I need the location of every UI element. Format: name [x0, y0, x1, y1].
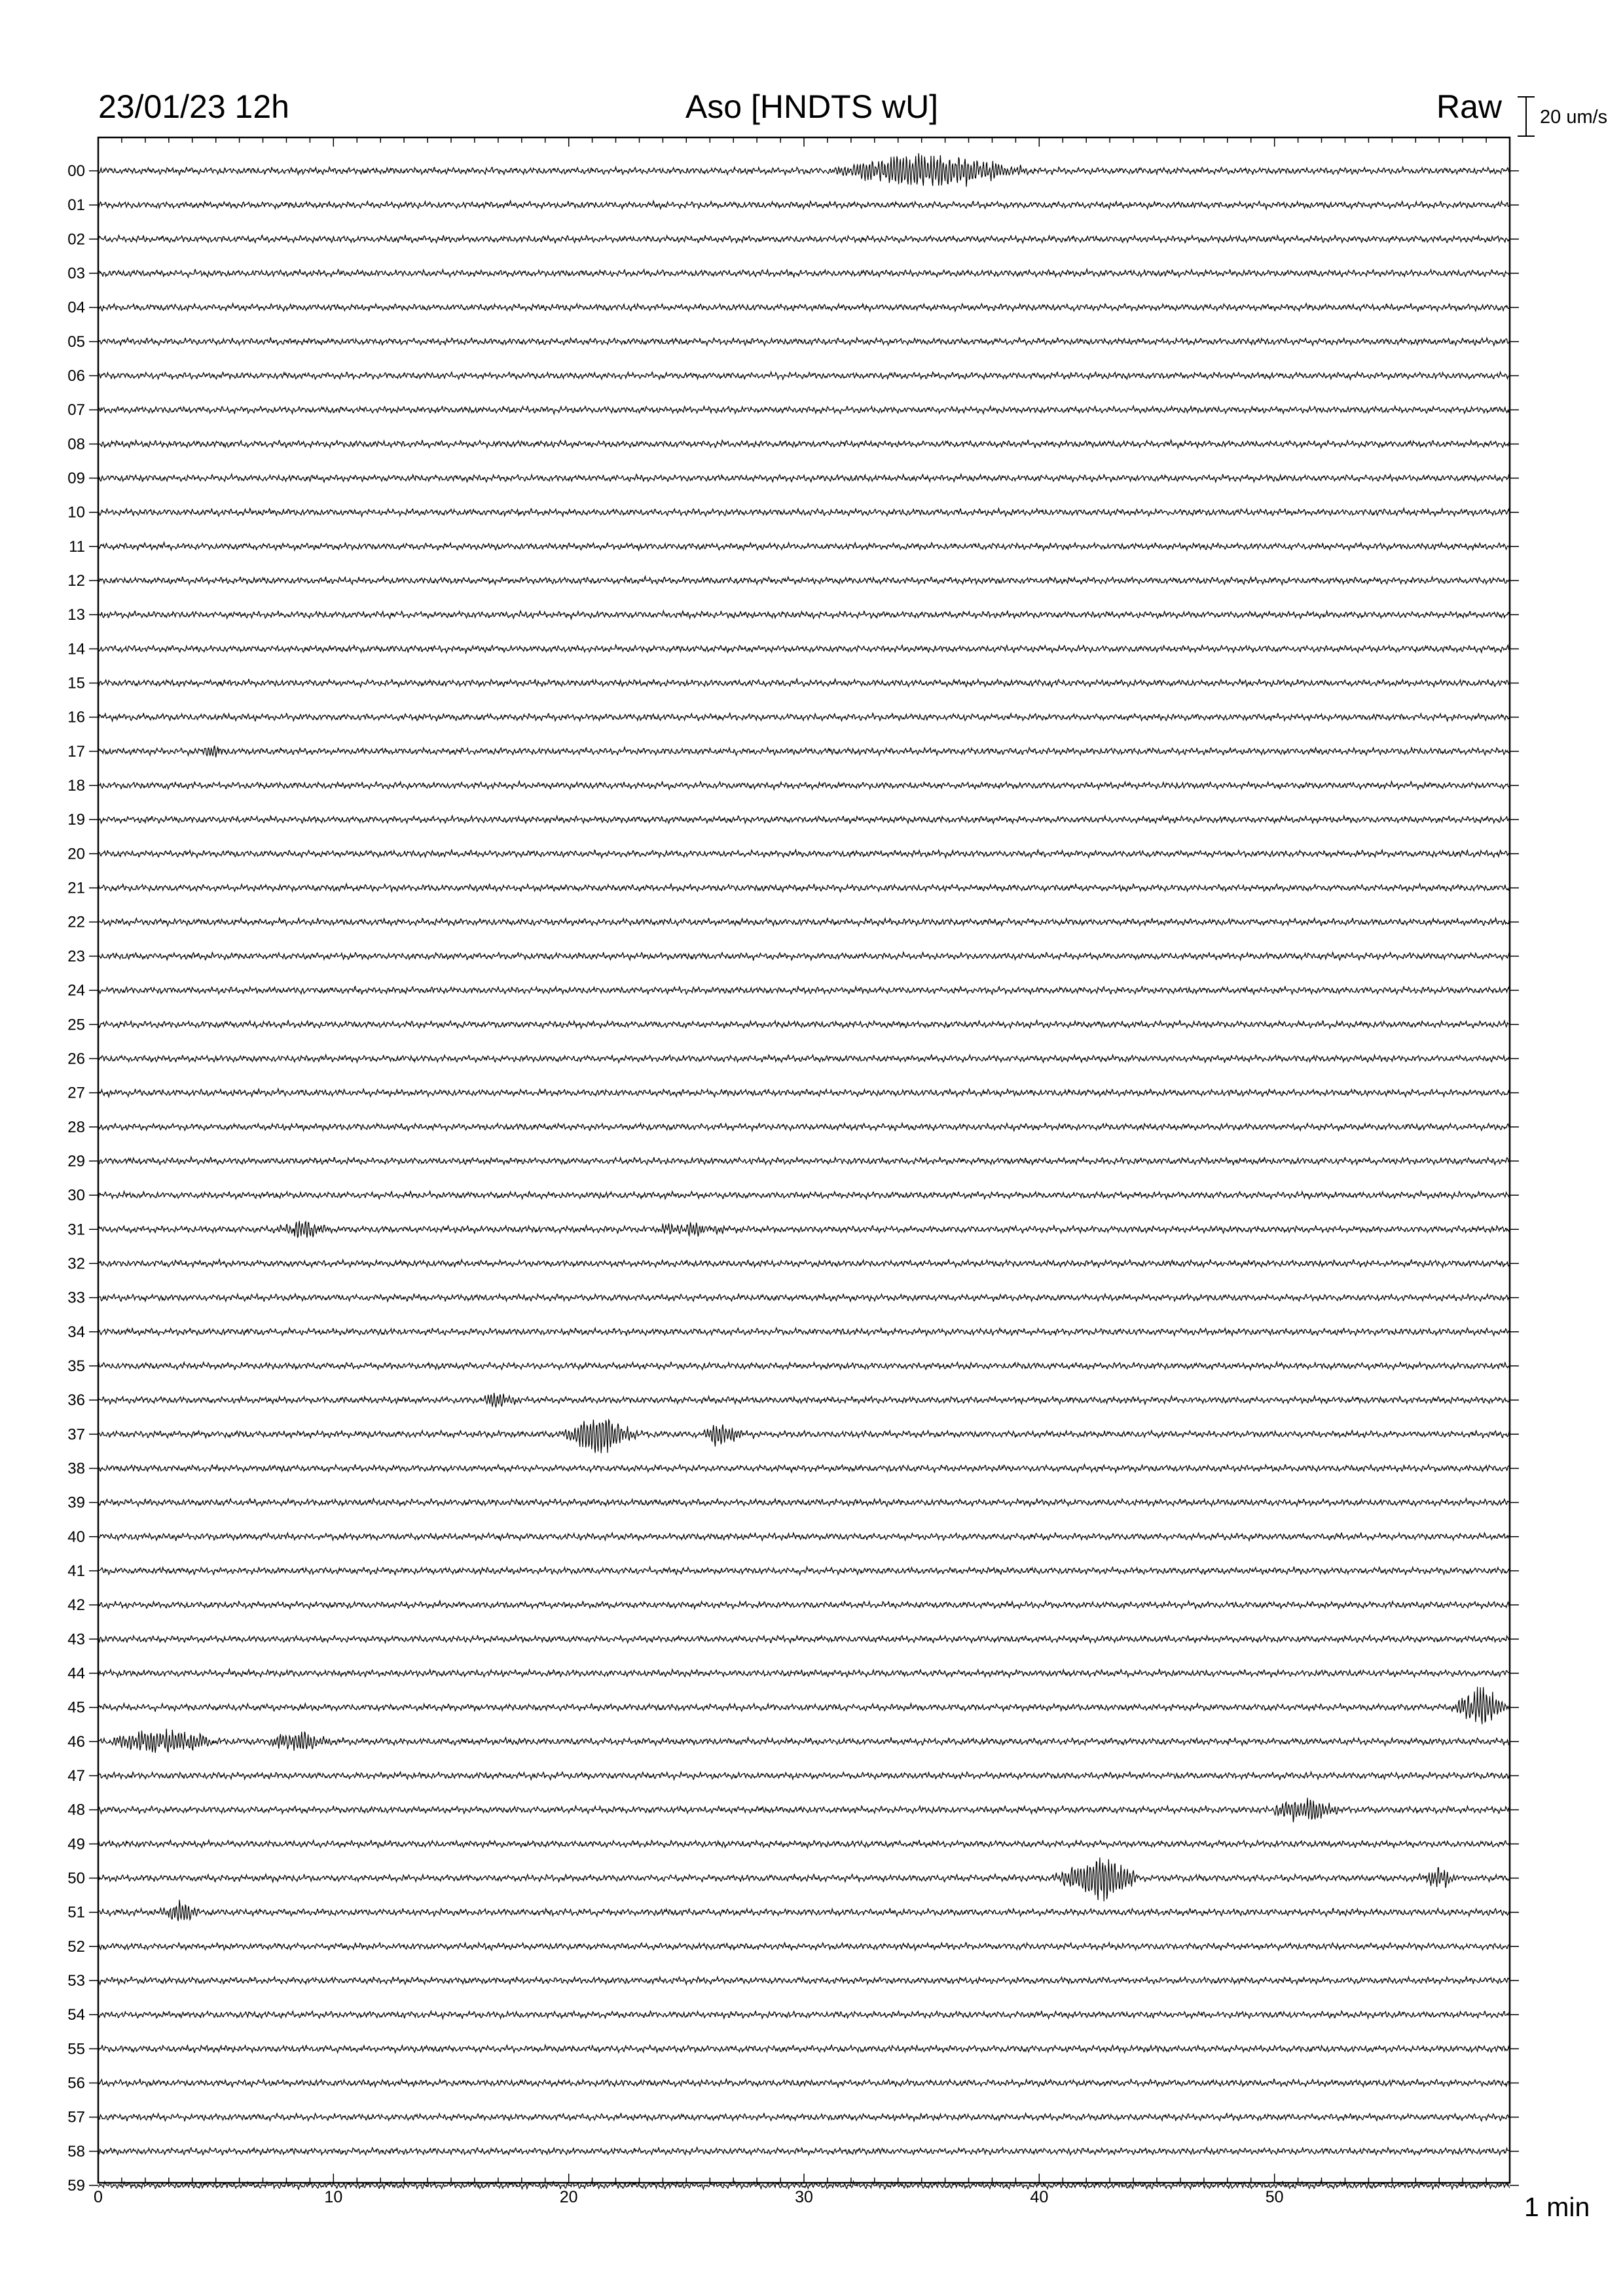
row-label: 53: [67, 1972, 85, 1990]
row-label: 26: [67, 1050, 85, 1068]
trace-row-35: [98, 1362, 1510, 1371]
row-label: 32: [67, 1255, 85, 1273]
row-label: 50: [67, 1869, 85, 1888]
row-label: 13: [67, 606, 85, 624]
trace-row-47: [98, 1772, 1510, 1780]
trace-row-06: [98, 372, 1510, 380]
trace-row-24: [98, 986, 1510, 995]
trace-row-07: [98, 406, 1510, 414]
trace-row-36: [98, 1393, 1510, 1407]
row-label: 41: [67, 1562, 85, 1580]
x-tick-label: 30: [795, 2188, 813, 2206]
row-label: 04: [67, 298, 85, 317]
seismic-traces: [98, 153, 1510, 2189]
row-label: 20: [67, 845, 85, 863]
row-label: 57: [67, 2108, 85, 2126]
row-label: 06: [67, 367, 85, 386]
trace-row-32: [98, 1259, 1510, 1268]
mode-label: Raw: [1436, 88, 1502, 125]
x-tick-label: 10: [324, 2188, 343, 2206]
row-label: 45: [67, 1698, 85, 1717]
row-label: 34: [67, 1323, 85, 1341]
trace-row-38: [98, 1464, 1510, 1473]
row-label: 08: [67, 435, 85, 454]
trace-row-52: [98, 1943, 1510, 1950]
trace-row-53: [98, 1977, 1510, 1984]
trace-row-49: [98, 1840, 1510, 1848]
row-label: 40: [67, 1528, 85, 1546]
row-label: 21: [67, 879, 85, 897]
chart-title: Aso [HNDTS wU]: [685, 88, 939, 125]
row-label: 35: [67, 1357, 85, 1375]
row-label: 33: [67, 1289, 85, 1307]
trace-row-34: [98, 1328, 1510, 1336]
row-label: 37: [67, 1426, 85, 1444]
trace-row-43: [98, 1635, 1510, 1643]
trace-row-45: [98, 1687, 1510, 1724]
row-label: 05: [67, 332, 85, 351]
trace-row-25: [98, 1020, 1510, 1029]
row-label: 42: [67, 1596, 85, 1615]
trace-row-04: [98, 304, 1510, 312]
row-label: 01: [67, 196, 85, 215]
trace-row-11: [98, 543, 1510, 551]
header-date-hour: 23/01/23 12h: [98, 88, 289, 125]
trace-row-29: [98, 1157, 1510, 1166]
row-label: 11: [69, 537, 85, 556]
row-label: 28: [67, 1118, 85, 1136]
trace-row-30: [98, 1191, 1510, 1200]
trace-row-21: [98, 884, 1510, 892]
trace-row-01: [98, 201, 1510, 209]
row-label: 10: [67, 503, 85, 522]
trace-row-57: [98, 2113, 1510, 2121]
row-label: 12: [67, 572, 85, 590]
row-label: 27: [67, 1084, 85, 1102]
row-label: 23: [67, 947, 85, 965]
row-label: 58: [67, 2142, 85, 2161]
row-label: 31: [67, 1221, 85, 1239]
axis-labels: [67, 162, 1283, 2206]
trace-row-02: [98, 235, 1510, 243]
trace-row-40: [98, 1532, 1510, 1541]
row-label: 51: [67, 1903, 85, 1922]
trace-row-10: [98, 509, 1510, 516]
row-label: 46: [67, 1732, 85, 1751]
row-label: 44: [67, 1664, 85, 1683]
row-label: 17: [67, 742, 85, 761]
trace-row-44: [98, 1669, 1510, 1677]
row-label: 22: [67, 913, 85, 931]
trace-row-15: [98, 679, 1510, 687]
row-label: 59: [67, 2177, 85, 2195]
trace-row-19: [98, 816, 1510, 823]
trace-row-20: [98, 850, 1510, 858]
row-label: 09: [67, 469, 85, 488]
x-axis-unit-label: 1 min: [1524, 2192, 1590, 2222]
trace-row-27: [98, 1088, 1510, 1097]
row-label: 02: [67, 230, 85, 249]
row-label: 24: [67, 982, 85, 1000]
x-tick-label: 0: [94, 2188, 103, 2206]
trace-row-46: [98, 1729, 1510, 1753]
row-label: 47: [67, 1767, 85, 1785]
trace-row-48: [98, 1798, 1510, 1823]
row-label: 39: [67, 1494, 85, 1512]
trace-row-09: [98, 474, 1510, 482]
trace-row-03: [98, 269, 1510, 278]
row-label: 03: [67, 264, 85, 283]
trace-row-14: [98, 645, 1510, 653]
row-label: 56: [67, 2074, 85, 2092]
trace-row-56: [98, 2079, 1510, 2087]
trace-row-13: [98, 611, 1510, 619]
row-label: 55: [67, 2040, 85, 2058]
amplitude-scale-label: 20 um/s: [1540, 107, 1608, 128]
trace-row-55: [98, 2045, 1510, 2053]
x-tick-label: 50: [1265, 2188, 1284, 2206]
trace-row-31: [98, 1221, 1510, 1238]
trace-row-39: [98, 1499, 1510, 1507]
x-tick-label: 40: [1030, 2188, 1049, 2206]
trace-row-28: [98, 1123, 1510, 1132]
trace-row-51: [98, 1900, 1510, 1921]
row-label: 07: [67, 401, 85, 420]
trace-row-12: [98, 577, 1510, 585]
row-label: 15: [67, 674, 85, 692]
trace-row-00: [98, 153, 1510, 187]
row-label: 19: [67, 811, 85, 829]
trace-row-41: [98, 1567, 1510, 1575]
trace-row-22: [98, 918, 1510, 926]
trace-row-33: [98, 1294, 1510, 1302]
x-tick-label: 20: [559, 2188, 578, 2206]
row-label: 48: [67, 1801, 85, 1820]
trace-row-05: [98, 338, 1510, 346]
trace-row-58: [98, 2147, 1510, 2155]
trace-row-08: [98, 440, 1510, 448]
row-label: 49: [67, 1835, 85, 1854]
trace-row-50: [98, 1857, 1510, 1901]
trace-row-37: [98, 1420, 1510, 1453]
trace-row-23: [98, 952, 1510, 961]
row-label: 29: [67, 1152, 85, 1170]
trace-row-42: [98, 1601, 1510, 1609]
trace-row-26: [98, 1054, 1510, 1063]
row-label: 18: [67, 777, 85, 795]
trace-row-18: [98, 781, 1510, 790]
row-label: 38: [67, 1460, 85, 1478]
row-label: 16: [67, 708, 85, 726]
row-label: 36: [67, 1391, 85, 1410]
row-label: 54: [67, 2006, 85, 2024]
row-label: 00: [67, 162, 85, 180]
row-label: 43: [67, 1630, 85, 1649]
row-label: 30: [67, 1187, 85, 1205]
row-label: 25: [67, 1016, 85, 1034]
row-label: 14: [67, 640, 85, 658]
trace-row-16: [98, 713, 1510, 721]
row-label: 52: [67, 1937, 85, 1956]
trace-row-54: [98, 2011, 1510, 2018]
trace-row-17: [98, 746, 1510, 757]
